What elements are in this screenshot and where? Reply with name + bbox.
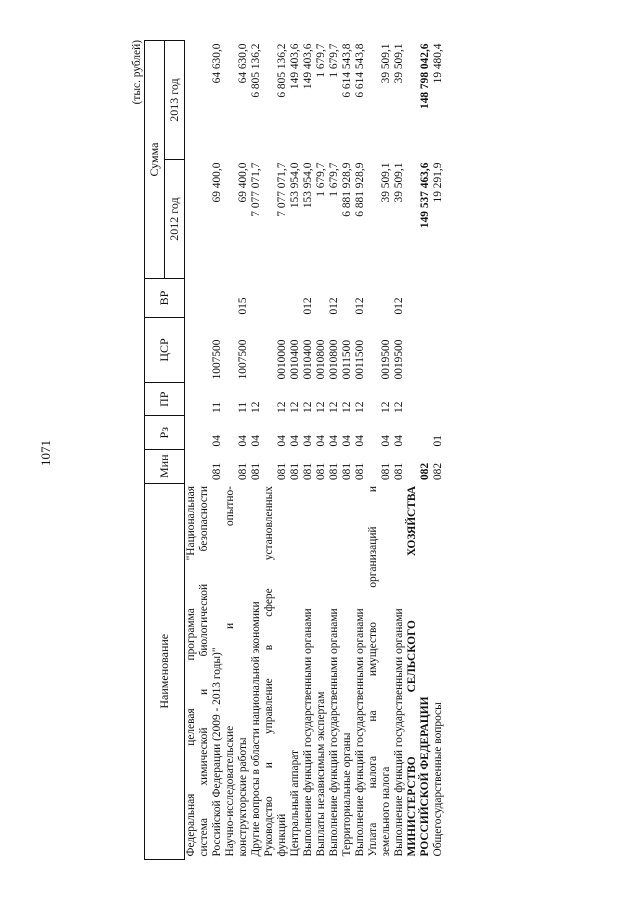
cell-min: 082 (432, 462, 444, 481)
row-name-line: Научно-исследовательские и опытно- (224, 486, 236, 857)
cell-vr (367, 279, 393, 318)
cell-y2013: 6 614 543,8 (354, 43, 366, 98)
cell-y2013: 64 630,0 (211, 43, 223, 84)
cell-y2013: 64 630,0 (237, 43, 249, 84)
cell-rz: 04 (302, 435, 314, 447)
cell-pr: 12 (393, 401, 405, 413)
header-sum: Сумма (145, 41, 165, 279)
row-name-line: Выполнение функций государственными органами (393, 608, 405, 857)
cell-min: 081 (315, 462, 327, 481)
row-name (315, 483, 328, 859)
cell-csr: 0010400 (289, 339, 301, 380)
table-row (367, 41, 393, 860)
cell-rz: 04 (354, 435, 366, 447)
cell-min: 081 (393, 462, 405, 481)
cell-y2012: 149 537 463,6 (419, 162, 431, 229)
row-name-line: земельного налога (380, 766, 392, 857)
cell-pr: 11 (211, 401, 223, 413)
cell-pr: 12 (289, 401, 301, 413)
table-row (185, 41, 225, 860)
row-name-line: Общегосударственные вопросы (432, 702, 444, 857)
cell-y2012: 1 679,7 (328, 162, 340, 197)
cell-vr (341, 279, 354, 318)
row-name (341, 483, 354, 859)
table-row (393, 41, 406, 860)
cell-pr: 12 (380, 401, 392, 413)
cell-csr: 0010800 (328, 339, 340, 380)
cell-y2012: 19 291,9 (432, 162, 444, 203)
row-name-line: конструкторские работы (237, 737, 249, 857)
row-name (432, 483, 445, 859)
row-name (289, 483, 302, 859)
cell-y2013: 1 679,7 (328, 43, 340, 78)
cell-pr: 12 (276, 401, 288, 413)
cell-csr: 0010800 (315, 339, 327, 380)
table-body (185, 41, 446, 860)
cell-vr (185, 279, 225, 318)
cell-pr (432, 382, 445, 416)
cell-min: 081 (211, 462, 223, 481)
cell-min: 081 (328, 462, 340, 481)
cell-min: 081 (380, 462, 392, 481)
cell-vr (289, 279, 302, 318)
table-row (224, 41, 250, 860)
cell-csr: 0011500 (354, 339, 366, 380)
page-number: 1071 (38, 440, 53, 466)
cell-vr (406, 279, 432, 318)
cell-pr: 11 (237, 401, 249, 413)
cell-y2012: 39 509,1 (380, 162, 392, 203)
row-name (302, 483, 315, 859)
table-row (315, 41, 328, 860)
header-csr: ЦСР (145, 318, 185, 383)
header-2012: 2012 год (165, 160, 185, 279)
cell-pr: 12 (341, 401, 353, 413)
table-row (406, 41, 432, 860)
cell-vr (315, 279, 328, 318)
header-pr: ПР (145, 382, 185, 416)
table-row (250, 41, 263, 860)
cell-y2013: 148 798 042,6 (419, 43, 431, 109)
row-name (393, 483, 406, 859)
row-name-line: Выполнение функций государственными органами (354, 608, 366, 857)
cell-csr (250, 318, 263, 383)
cell-y2012: 7 077 071,7 (250, 162, 262, 217)
cell-vr: 015 (237, 297, 249, 315)
cell-y2012: 7 077 071,7 (276, 162, 288, 217)
row-name-line: МИНИСТЕРСТВО СЕЛЬСКОГО ХОЗЯЙСТВА (406, 486, 418, 857)
cell-min: 081 (276, 462, 288, 481)
cell-y2012: 6 881 928,9 (354, 162, 366, 217)
cell-csr: 1007500 (237, 339, 249, 380)
cell-vr (263, 279, 289, 318)
cell-rz: 04 (315, 435, 327, 447)
row-name (354, 483, 367, 859)
cell-rz: 04 (341, 435, 353, 447)
row-name (224, 483, 250, 859)
cell-y2013: 6 805 136,2 (276, 43, 288, 98)
row-name (406, 483, 432, 859)
cell-csr: 1007500 (211, 339, 223, 380)
row-name (328, 483, 341, 859)
header-name: Наименование (145, 483, 185, 859)
cell-vr: 012 (328, 297, 340, 315)
row-name (263, 483, 289, 859)
cell-rz: 04 (211, 435, 223, 447)
cell-vr (432, 279, 445, 318)
cell-rz: 01 (432, 435, 444, 447)
rotated-page-content (130, 40, 580, 860)
row-name-line: РОССИЙСКОЙ ФЕДЕРАЦИИ (419, 696, 431, 857)
cell-csr: 0019500 (393, 339, 405, 380)
cell-y2012: 39 509,1 (393, 162, 405, 203)
cell-rz (406, 416, 432, 450)
table-row (432, 41, 445, 860)
cell-rz: 04 (250, 435, 262, 447)
row-name-line: Уплата налога на имущество организаций и (367, 486, 379, 857)
cell-rz: 04 (276, 435, 288, 447)
table-row (341, 41, 354, 860)
row-name-line: Территориальные органы (341, 732, 353, 857)
cell-min: 081 (250, 462, 262, 481)
cell-y2012: 69 400,0 (237, 162, 249, 203)
row-name-line: Российской Федерации (2009 - 2013 годы)" (211, 647, 223, 857)
budget-table (144, 40, 445, 860)
cell-vr: 012 (393, 297, 405, 315)
cell-y2013: 6 614 543,8 (341, 43, 353, 98)
cell-vr: 012 (302, 297, 314, 315)
cell-y2013: 39 509,1 (393, 43, 405, 84)
row-name-line: Другие вопросы в области национальной экономики (250, 601, 262, 857)
cell-y2012: 1 679,7 (315, 162, 327, 197)
cell-min: 081 (237, 462, 249, 481)
header-rz: Рз (145, 416, 185, 450)
cell-y2013: 1 679,7 (315, 43, 327, 78)
cell-pr: 12 (250, 401, 262, 413)
cell-rz: 04 (289, 435, 301, 447)
cell-min: 081 (354, 462, 366, 481)
cell-rz: 04 (380, 435, 392, 447)
cell-y2012: 153 954,0 (302, 162, 314, 209)
table-row (328, 41, 341, 860)
row-name (185, 483, 225, 859)
cell-pr: 12 (354, 401, 366, 413)
row-name-line: Центральный аппарат (289, 749, 301, 857)
cell-min: 082 (419, 462, 431, 481)
cell-csr: 0011500 (341, 339, 353, 380)
row-name-line: Выполнение функций государственными органами (328, 608, 340, 857)
table-row (302, 41, 315, 860)
cell-vr (250, 279, 263, 318)
cell-rz: 04 (237, 435, 249, 447)
row-name-line: функций (276, 813, 288, 857)
row-name-line: Руководство и управление в сфере установленных (263, 486, 275, 857)
row-name-line: система химической и биологической безопасности (198, 486, 210, 857)
row-name-line: Федеральная целевая программа "Национальная (185, 486, 197, 857)
cell-y2012: 6 881 928,9 (341, 162, 353, 217)
header-vr: ВР (145, 279, 185, 318)
cell-pr (406, 382, 432, 416)
cell-y2013: 149 403,6 (302, 43, 314, 90)
cell-rz: 04 (393, 435, 405, 447)
cell-y2013: 6 805 136,2 (250, 43, 262, 98)
cell-y2013: 39 509,1 (380, 43, 392, 84)
row-name-line: Выполнение функций государственными органами (302, 608, 314, 857)
cell-pr: 12 (315, 401, 327, 413)
units-label: (тыс. рублей) (131, 40, 143, 105)
cell-y2012: 153 954,0 (289, 162, 301, 209)
table-row (263, 41, 289, 860)
header-min: Мин (145, 449, 185, 483)
cell-min: 081 (302, 462, 314, 481)
row-name (250, 483, 263, 859)
cell-pr: 12 (328, 401, 340, 413)
cell-vr: 012 (354, 297, 366, 315)
header-2013: 2013 год (165, 41, 185, 160)
cell-csr: 0010000 (276, 339, 288, 380)
cell-rz: 04 (328, 435, 340, 447)
cell-y2012: 69 400,0 (211, 162, 223, 203)
cell-y2013: 149 403,6 (289, 43, 301, 90)
cell-y2013: 19 480,4 (432, 43, 444, 84)
cell-min: 081 (289, 462, 301, 481)
table-row (354, 41, 367, 860)
table-row (289, 41, 302, 860)
cell-csr: 0019500 (380, 339, 392, 380)
row-name (367, 483, 393, 859)
cell-min: 081 (341, 462, 353, 481)
cell-csr (432, 318, 445, 383)
row-name-line: Выплаты независимым экспертам (315, 691, 327, 857)
cell-csr (406, 318, 432, 383)
cell-pr: 12 (302, 401, 314, 413)
cell-csr: 0010400 (302, 339, 314, 380)
